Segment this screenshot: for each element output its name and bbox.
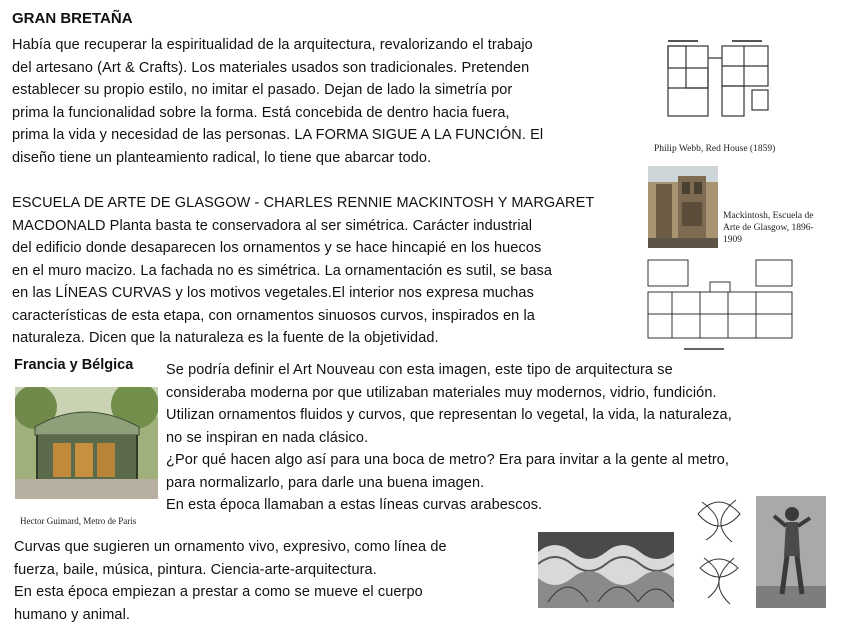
heading-gran-bretana: GRAN BRETAÑA [12,10,133,27]
red-house-plan-figure [662,38,782,128]
paragraph-glasgow: ESCUELA DE ARTE DE GLASGOW - CHARLES RENNIE MACKINTOSH Y MARGARET MACDONALD Planta basta te conservadora al ser simétrica. Carácter industrial del edificio donde desaparecen los ornamentos y se hace hincapié en los huecos en el muro macizo. La fachada no es simétrica. La ornamentación es sutil, se basa en las LÍNEAS CURVAS y los motivos vegetales.El interior nos expresa muchas características de esta etapa, con ornamentos sinuosos curvos, inspirados en la naturaleza. Dicen que la naturaleza es la fuente de la objetividad. [12,195,595,346]
curve-sketch-image [692,494,746,610]
floor-plan-icon [644,254,796,354]
paragraph-francia-belgica: Se podría definir el Art Nouveau con esta imagen, este tipo de arquitectura se consideraba moderna por que utilizaban materiales muy modernos, vidrio, fundición. Utilizan ornamentos fluidos y curvos, que representan lo vegetal, la vida, la naturaleza, no se inspiran en nada clásico. ¿Por qué hacen algo así para una boca de metro? Era para invitar a la gente al metro, para normalizarlo, para darle una buena imagen. En esta época llamaban a estas líneas curvas arabescos. [166,362,732,513]
metro-entrance-photo [15,387,158,499]
wave-ornament-image [538,532,674,608]
caption-glasgow-school: Mackintosh, Escuela de Arte de Glasgow, 1896- 1909 [723,211,814,245]
floor-plan-icon [662,38,782,128]
paragraph-gran-bretana: Había que recuperar la espiritualidad de la arquitectura, revalorizando el trabajo del artesano (Art & Crafts). Los materiales usados son tradicionales. Pretenden establecer su propio estilo, no imitar el pasado. Dejan de lado la simetría por prima la funcionalidad sobre la forma. Está concebida de dentro hacia fuera, prima la vida y necesidad de las personas. LA FORMA SIGUE A LA FUNCIÓN. El diseño tiene un planteamiento radical, lo tiene que abarcar todo. [12,37,544,166]
heading-francia-belgica: Francia y Bélgica [14,357,134,373]
glasgow-floor-plan [644,254,796,354]
paragraph-curvas: Curvas que sugieren un ornamento vivo, expresivo, como línea de fuerza, baile, música, pintura. Ciencia-arte-arquitectura. En esta época empiezan a prestar a como se mueve el cuerpo humano y animal. [14,539,447,623]
caption-metro: Hector Guimard, Metro de Paris [20,516,137,526]
dancer-photo [756,496,826,608]
caption-red-house: Philip Webb, Red House (1859) [654,144,776,154]
glasgow-school-photo [648,166,718,248]
